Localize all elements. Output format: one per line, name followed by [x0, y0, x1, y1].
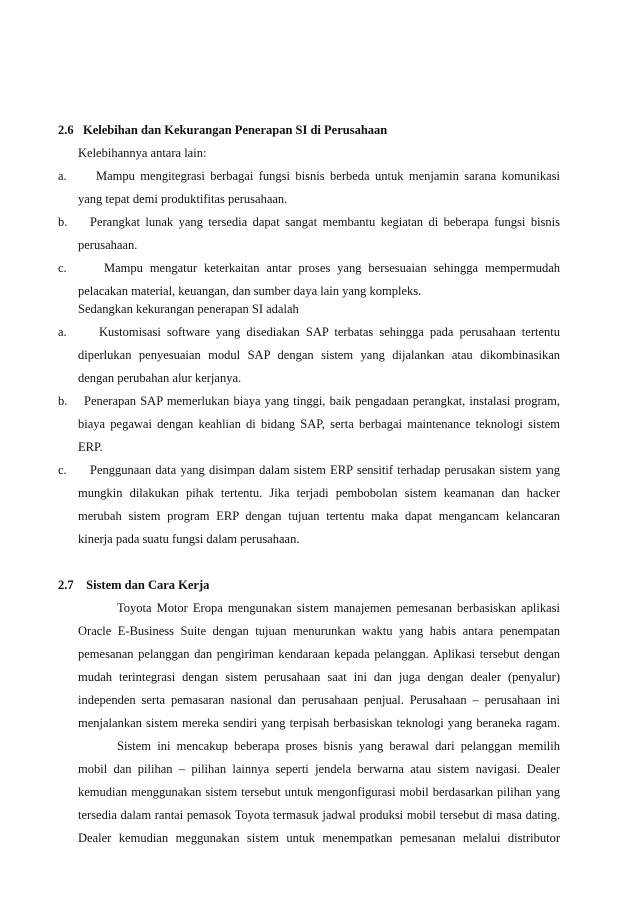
paragraph-line: independen serta pemasaran nasional dan perusahaan penjual. Perusahaan – perusahaan ini [78, 693, 560, 707]
paragraph-line: menjalankan sistem mereka sendiri yang terpisah berbasiskan teknologi yang beraneka ragam. [78, 716, 560, 730]
section-number: 2.7 [58, 578, 74, 592]
section-number: 2.6 [58, 123, 74, 137]
list-item-line: Penggunaan data yang disimpan dalam sistem ERP sensitif terhadap perusakan sistem yang [90, 463, 560, 477]
paragraph-line: pemesanan pelanggan dan pengiriman kendaraan kepada pelanggan. Aplikasi tersebut dengan [78, 647, 560, 661]
list-item-line: perusahaan. [78, 238, 138, 252]
list-item-line: diperlukan penyesuaian modul SAP dengan sistem yang dijalankan atau dikombinasikan [78, 348, 560, 362]
intro-kelebihan: Kelebihannya antara lain: [78, 146, 207, 160]
paragraph-line: Sistem ini mencakup beberapa proses bisnis yang berawal dari pelanggan memilih [117, 739, 560, 753]
paragraph-line: kemudian menggunakan sistem tersebut untuk mengonfigurasi mobil berdasarkan pilihan yang [78, 785, 560, 799]
list-item-line: biaya pegawai dengan keahlian di bidang SAP, serta berbagai maintenance teknologi sistem [78, 417, 560, 431]
list-item-line: pelacakan material, keuangan, dan sumber daya lain yang kompleks. [78, 284, 422, 298]
list-marker: b. [58, 394, 68, 408]
list-marker: c. [58, 463, 67, 477]
list-item-line: ERP. [78, 440, 103, 454]
paragraph-line: Dealer kemudian meggunakan sistem untuk menempatkan pemesanan melalui distributor [78, 831, 560, 845]
paragraph-line: Oracle E-Business Suite dengan tujuan menurunkan waktu yang habis antara penempatan [78, 624, 560, 638]
list-item-line: Mampu mengitegrasi berbagai fungsi bisnis berbeda untuk menjamin sarana komunikasi [96, 169, 560, 183]
list-item-line: kinerja pada suatu fungsi dalam perusahaan. [78, 532, 300, 546]
list-item-line: Perangkat lunak yang tersedia dapat sangat membantu kegiatan di beberapa fungsi bisnis [90, 215, 560, 229]
section-title: Kelebihan dan Kekurangan Penerapan SI di Perusahaan [83, 123, 388, 137]
list-item-line: merubah sistem program ERP dengan tujuan tertentu maka dapat mengancam kelancaran [78, 509, 560, 523]
section-heading-2-6 [58, 123, 387, 138]
list-item-line: mungkin dilakukan pihak tertentu. Jika terjadi pembobolan sistem keamanan dan hacker [78, 486, 560, 500]
list-item-line: Penerapan SAP memerlukan biaya yang tinggi, baik pengadaan perangkat, instalasi program, [84, 394, 560, 408]
list-item-line: dengan perubahan alur kerjanya. [78, 371, 242, 385]
list-marker: a. [58, 325, 67, 339]
paragraph-line: mobil dan pilihan – pilihan lainnya seperti jendela berwarna atau sistem navigasi. Dealer [78, 762, 560, 776]
list-item-line: yang tepat demi produktifitas perusahaan. [78, 192, 288, 206]
list-marker: c. [58, 261, 67, 275]
paragraph-line: tersedia dalam rantai pemasok Toyota termasuk jadwal produksi mobil tersebut di masa dating. [78, 808, 560, 822]
intro-kekurangan: Sedangkan kekurangan penerapan SI adalah [78, 302, 299, 316]
list-marker: b. [58, 215, 68, 229]
paragraph-line: mudah terintegrasi dengan sistem perusahaan saat ini dan juga dengan dealer (penyalur) [78, 670, 560, 684]
list-item-line: Kustomisasi software yang disediakan SAP terbatas sehingga pada perusahaan tertentu [99, 325, 560, 339]
paragraph-line: Toyota Motor Eropa mengunakan sistem manajemen pemesanan berbasiskan aplikasi [117, 601, 560, 615]
list-item-line: Mampu mengatur keterkaitan antar proses yang bersesuaian sehingga mempermudah [104, 261, 560, 275]
section-heading-2-7 [58, 578, 209, 593]
section-title: Sistem dan Cara Kerja [86, 578, 210, 592]
list-marker: a. [58, 169, 67, 183]
